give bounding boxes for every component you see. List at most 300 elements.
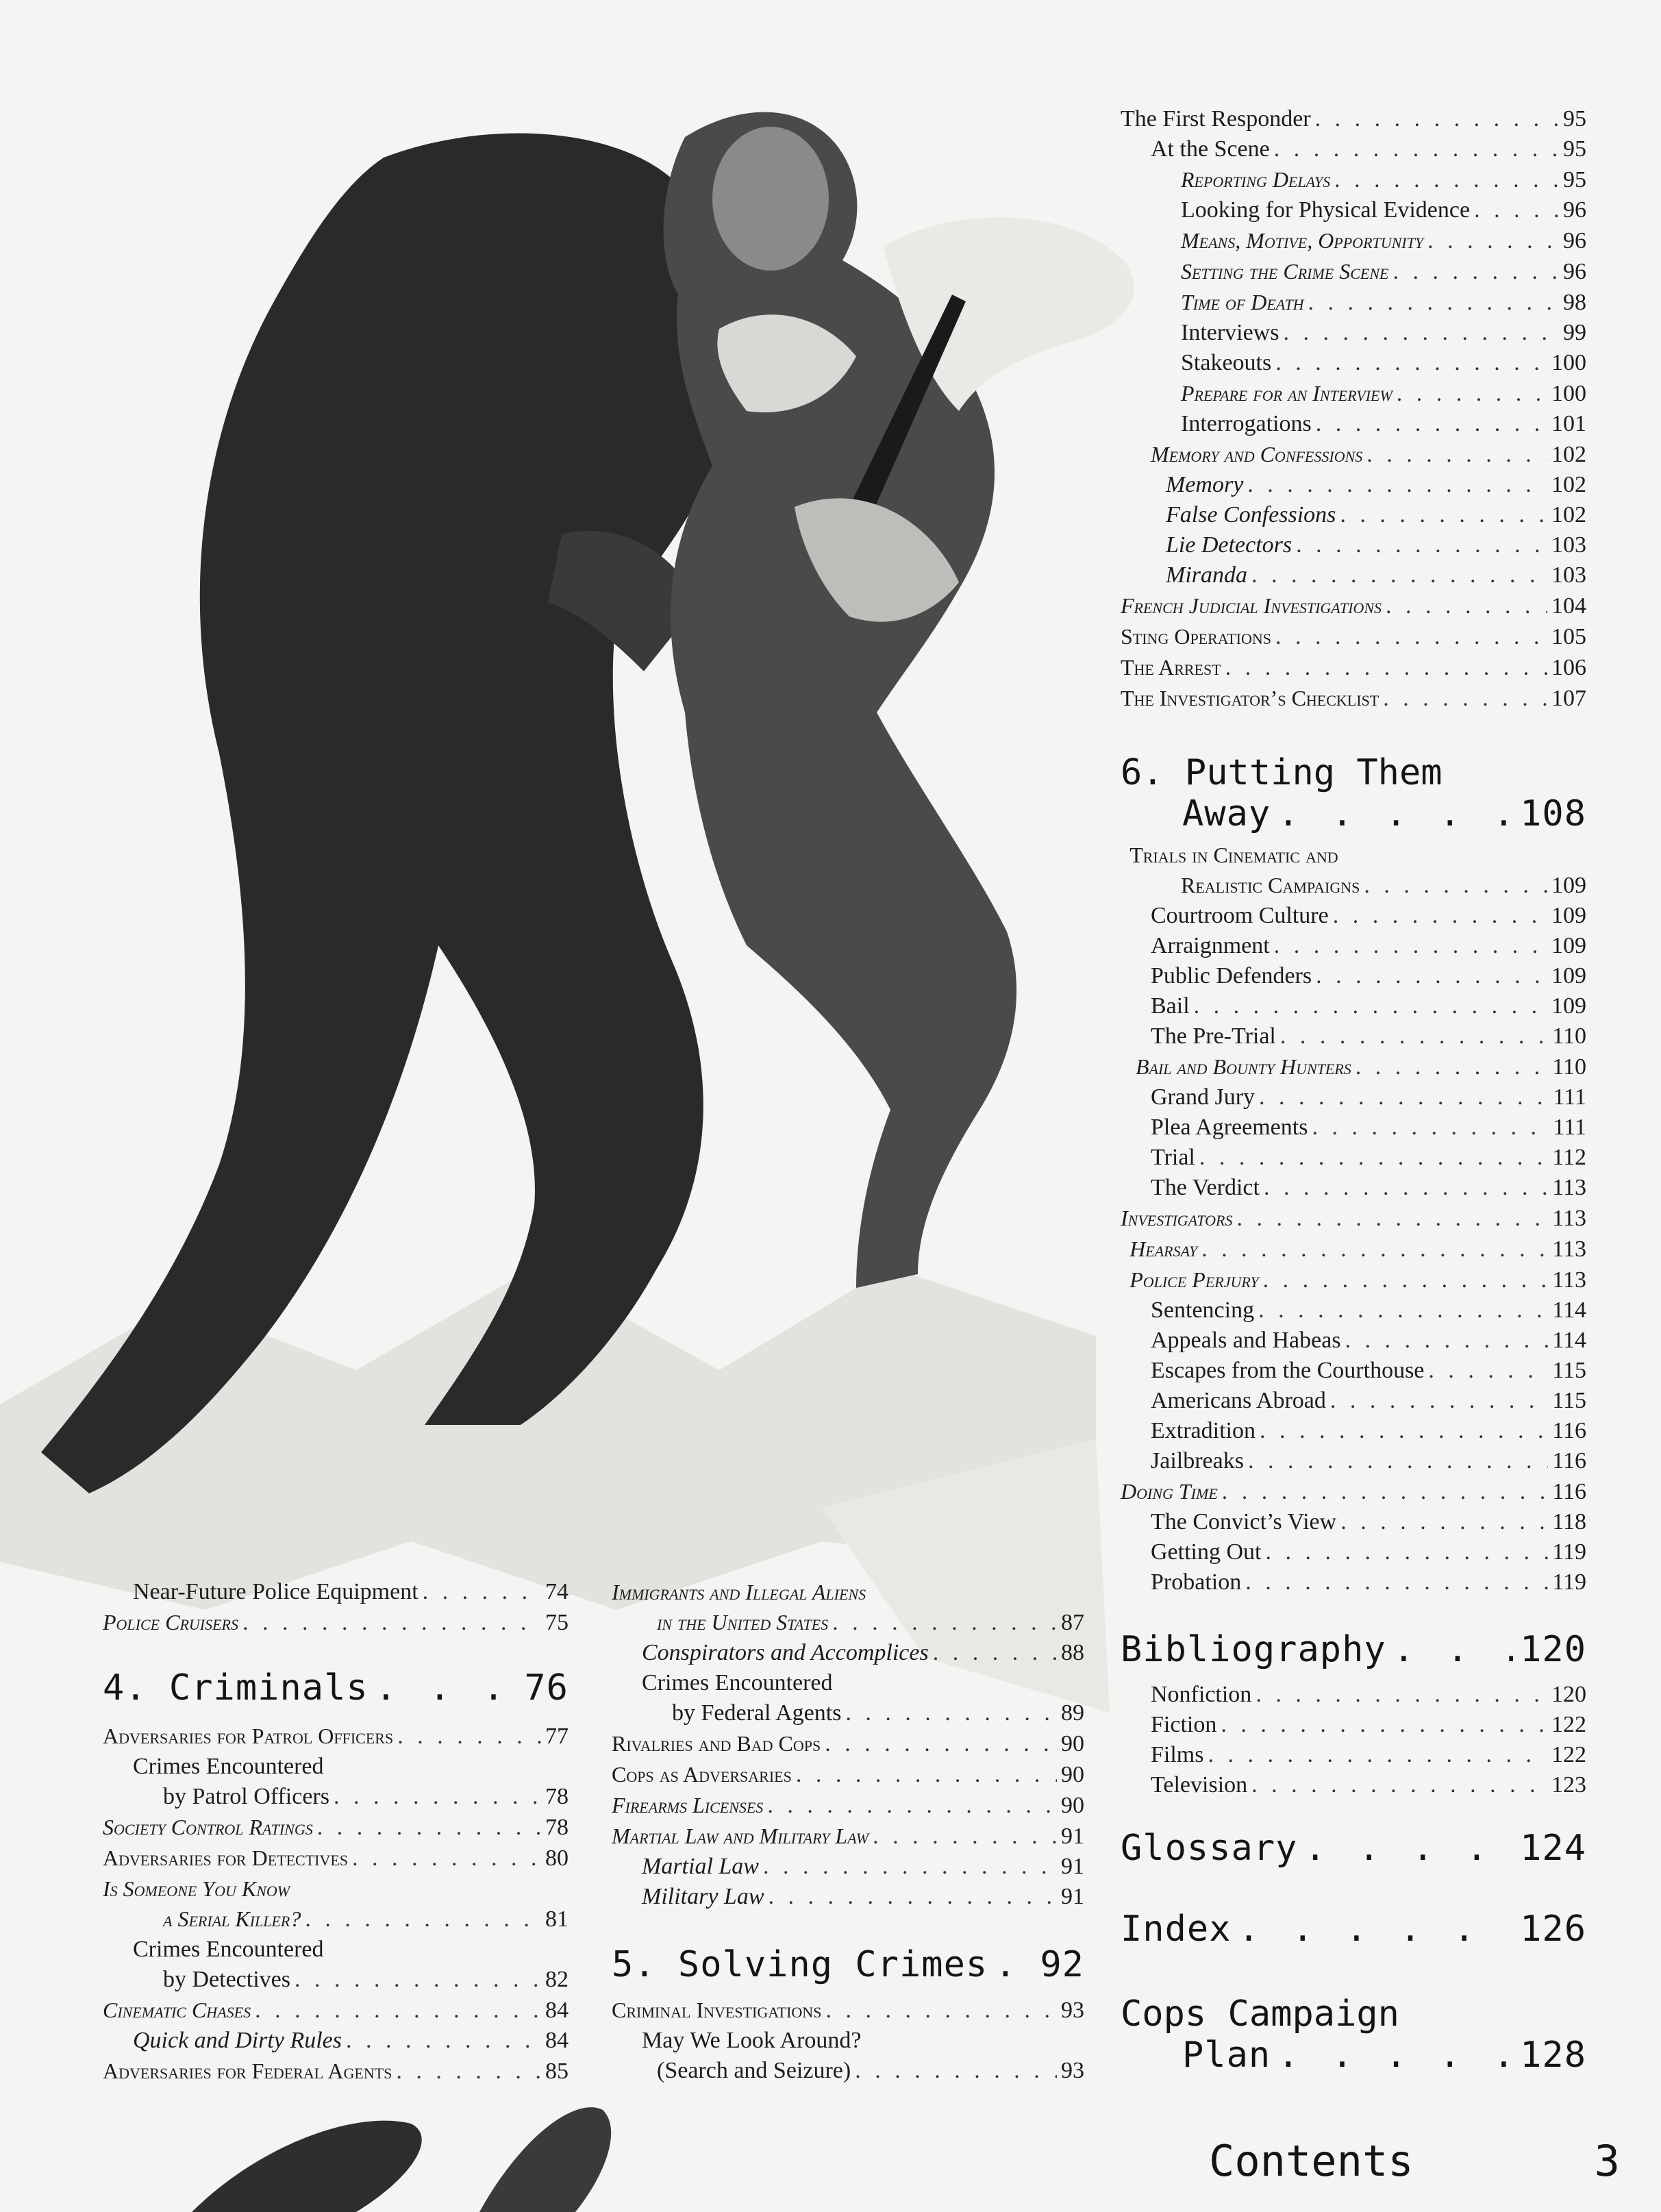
toc-entry-page: 87 [1061,1610,1084,1635]
toc-entry-page: 84 [545,1998,569,2023]
leader-dots [1199,1143,1548,1173]
toc-entry-title: Adversaries for Patrol Officers [103,1724,394,1748]
toc-entry-title: Bail [1151,993,1190,1019]
toc-entry-page: 109 [1551,873,1586,898]
toc-entry-title: Getting Out [1151,1539,1262,1565]
toc-column-top-right [1121,104,1586,714]
toc-entry[interactable] [1121,134,1586,164]
leader-dots [1340,500,1547,530]
toc-entry-title: Plea Agreements [1151,1115,1308,1140]
toc-entry-title: Military Law [642,1884,764,1909]
leader-dots [1397,379,1547,409]
toc-entry-page: 110 [1552,1023,1586,1049]
chapter-6-title-line2: Away [1182,793,1271,834]
toc-entry-page: 119 [1552,1569,1586,1595]
leader-dots [1296,530,1547,560]
toc-entry-page: 111 [1553,1084,1586,1110]
toc-entry-page: 91 [1061,1854,1084,1879]
toc-entry[interactable] [612,1728,1084,1759]
toc-entry-page: 113 [1552,1237,1586,1262]
toc-entry-page: 120 [1551,1682,1586,1707]
leader-dots [295,1965,541,1995]
leader-dots [1334,165,1559,195]
toc-entry-title: Crimes Encountered [133,1754,324,1779]
footer-label: Contents [1209,2136,1414,2186]
leader-dots [1386,591,1547,621]
toc-entry-title: by Detectives [163,1967,290,1992]
leader-dots [1265,1537,1548,1567]
toc-entry[interactable] [103,1935,569,1965]
toc-entry[interactable] [1121,1476,1586,1507]
toc-entry[interactable] [1121,591,1586,621]
campaign-heading[interactable] [1121,1993,1586,2076]
toc-entry[interactable] [1121,348,1586,378]
bibliography-heading[interactable] [1121,1629,1586,1670]
toc-entry-title: Interrogations [1181,411,1312,436]
toc-entry[interactable] [1121,1416,1586,1446]
toc-entry-page: 106 [1551,655,1586,680]
leader-dots [1222,1477,1548,1507]
toc-entry-page: 115 [1552,1358,1586,1383]
chapter-6-heading[interactable] [1121,752,1586,834]
toc-entry[interactable] [612,1759,1084,1790]
toc-entry[interactable] [612,1698,1084,1728]
toc-entry-title: French Judicial Investigations [1121,593,1382,618]
toc-entry-title: Miranda [1166,562,1247,588]
leader-dots [1251,1770,1547,1800]
toc-entry[interactable] [1121,1052,1586,1082]
toc-entry[interactable] [1121,1113,1586,1143]
toc-entry-title: Grand Jury [1151,1084,1256,1110]
toc-entry[interactable] [1121,1710,1586,1740]
toc-entry-page: 90 [1061,1762,1084,1787]
toc-entry-page: 103 [1551,562,1586,588]
toc-entry-title: Crimes Encountered [133,1937,324,1962]
leader-dots [1201,1234,1548,1265]
leader-dots [845,1698,1057,1728]
campaign-page: 128 [1520,2035,1586,2076]
campaign-title-line1: Cops Campaign [1121,1993,1399,2035]
toc-entry[interactable] [612,1821,1084,1852]
toc-entry-title: False Confessions [1166,502,1336,527]
leader-dots [1333,901,1547,931]
toc-entry-title: Society Control Ratings [103,1815,313,1839]
toc-entry-page: 77 [545,1724,569,1749]
toc-entry-title: by Patrol Officers [163,1784,329,1809]
toc-entry[interactable] [1121,1537,1586,1567]
toc-entry-title: May We Look Around? [642,2028,862,2053]
toc-entry[interactable] [103,1577,569,1607]
toc-entry[interactable] [1121,104,1586,134]
toc-entry-page: 113 [1552,1206,1586,1231]
toc-entry[interactable] [612,2056,1084,2086]
toc-entry-title: in the United States [657,1610,829,1635]
toc-column-chapter-4 [103,1721,569,2087]
toc-entry[interactable] [1121,1507,1586,1537]
toc-entry-title: Looking for Physical Evidence [1181,197,1471,223]
toc-entry-page: 100 [1551,350,1586,375]
toc-entry-title: Adversaries for Detectives [103,1846,349,1870]
index-page: 126 [1520,1909,1586,1950]
toc-entry[interactable] [1121,1446,1586,1476]
toc-entry-page: 109 [1551,993,1586,1019]
toc-entry-page: 99 [1563,320,1586,345]
toc-entry-title: Nonfiction [1151,1682,1252,1707]
leader-dots [1274,931,1547,961]
leader-dots [334,1782,541,1812]
leader-dots [1248,1446,1548,1476]
leader-dots [1340,1507,1548,1537]
toc-entry-page: 89 [1061,1700,1084,1726]
leader-dots [1427,226,1559,256]
toc-entry[interactable] [1121,164,1586,195]
toc-entry-title: Immigrants and Illegal Aliens [612,1580,866,1604]
page-footer [1209,2136,1620,2186]
toc-entry[interactable] [612,2026,1084,2056]
toc-entry[interactable] [1121,378,1586,409]
toc-entry-title: Jailbreaks [1151,1448,1244,1474]
toc-entry-title: Memory [1166,472,1244,497]
toc-entry-title: Criminal Investigations [612,1998,822,2022]
leader-dots [1280,1021,1548,1052]
leader-dots [769,1882,1057,1912]
toc-entry[interactable] [1121,901,1586,931]
leader-dots [1208,1740,1547,1770]
leader-dots [1393,257,1559,287]
toc-entry[interactable] [1121,1326,1586,1356]
toc-entry[interactable] [612,1668,1084,1698]
leader-dots [873,1822,1057,1852]
leader-dots [1247,470,1547,500]
toc-entry-page: 93 [1061,2058,1084,2083]
toc-entry[interactable] [1121,1386,1586,1416]
toc-entry-title: Crimes Encountered [642,1670,833,1695]
leader-dots [855,2056,1057,2086]
toc-entry-title: Reporting Delays [1181,167,1331,192]
glossary-heading[interactable] [1121,1828,1586,1869]
toc-entry-title: Firearms Licenses [612,1793,764,1817]
toc-entry[interactable] [103,1995,569,2026]
toc-entry-page: 81 [545,1906,569,1932]
leader-dots [933,1638,1057,1668]
toc-entry-page: 122 [1551,1712,1586,1737]
index-heading[interactable] [1121,1909,1586,1950]
footer-page-number: 3 [1594,2136,1620,2186]
toc-entry-page: 78 [545,1815,569,1840]
toc-entry-title: Television [1151,1772,1248,1798]
toc-entry-title: Quick and Dirty Rules [133,2028,342,2053]
toc-entry[interactable] [1121,931,1586,961]
toc-entry[interactable] [612,1882,1084,1912]
toc-entry[interactable] [1121,530,1586,560]
toc-entry-title: Martial Law [642,1854,759,1879]
toc-entry-title: Public Defenders [1151,963,1312,989]
toc-entry-title: The Arrest [1121,655,1221,680]
leader-dots [1275,622,1547,652]
leader-dots [1259,1082,1549,1113]
toc-entry-page: 118 [1552,1509,1586,1534]
toc-entry[interactable] [1121,470,1586,500]
index-title: Index [1121,1909,1232,1950]
leader-dots [397,1722,541,1752]
glossary-page: 124 [1520,1828,1586,1869]
toc-entry[interactable] [103,1752,569,1782]
toc-entry[interactable] [1121,500,1586,530]
toc-entry-title: Cops as Adversaries [612,1762,792,1787]
toc-entry-title: Near-Future Police Equipment [133,1579,419,1604]
toc-column-bibliography [1121,1680,1586,1800]
toc-entry-title: Trials in Cinematic and [1129,843,1338,867]
toc-entry-title: Police Perjury [1129,1267,1259,1292]
toc-entry-page: 111 [1553,1115,1586,1140]
toc-entry[interactable] [612,1607,1084,1638]
toc-entry-page: 84 [545,2028,569,2053]
toc-entry-page: 116 [1552,1448,1586,1474]
toc-column-middle [612,1577,1084,1912]
toc-entry[interactable] [1121,1740,1586,1770]
toc-entry-title: Probation [1151,1569,1242,1595]
toc-entry-title: Adversaries for Federal Agents [103,2059,392,2083]
toc-entry-title: Sentencing [1151,1297,1255,1323]
toc-entry[interactable] [1121,1356,1586,1386]
toc-entry[interactable] [103,1782,569,1812]
toc-entry-title: Sting Operations [1121,624,1272,649]
toc-entry[interactable] [103,1721,569,1752]
leader-dots [346,2026,541,2056]
leader-dots [1236,1204,1548,1234]
leader-dots [1315,104,1559,134]
toc-entry-page: 90 [1061,1731,1084,1756]
toc-entry-title: Arraignment [1151,933,1270,958]
chapter-6-page: 108 [1520,793,1586,834]
leader-dots [1308,288,1559,318]
toc-entry-page: 110 [1552,1054,1586,1080]
toc-entry[interactable] [1121,991,1586,1021]
toc-entry[interactable] [103,1607,569,1638]
toc-entry[interactable] [612,1852,1084,1882]
toc-entry[interactable] [103,1874,569,1904]
toc-entry-title: Cinematic Chases [103,1998,251,2022]
toc-column-left-top [103,1577,569,1638]
toc-entry[interactable] [1121,439,1586,470]
leader-dots [242,1608,541,1638]
leader-dots [1251,560,1547,591]
toc-entry-page: 85 [545,2059,569,2084]
toc-entry[interactable] [1121,961,1586,991]
toc-entry-page: 115 [1552,1388,1586,1413]
toc-entry-title: by Federal Agents [672,1700,842,1726]
leader-dots [1256,1680,1547,1710]
toc-entry[interactable] [1121,1143,1586,1173]
toc-entry-title: Courtroom Culture [1151,903,1329,928]
toc-column-chapter-6 [1121,840,1586,1598]
toc-entry-page: 109 [1551,903,1586,928]
leader-dots [763,1852,1057,1882]
toc-entry[interactable] [1121,1082,1586,1113]
leader-dots [767,1791,1057,1821]
toc-entry-title: The Investigator’s Checklist [1121,686,1379,710]
toc-entry[interactable] [1121,870,1586,901]
toc-entry-title: a Serial Killer? [163,1906,301,1931]
toc-entry-page: 102 [1551,442,1586,467]
toc-entry-page: 105 [1551,624,1586,649]
leader-dots [1364,871,1547,901]
toc-entry-title: Interviews [1181,320,1279,345]
leader-dots [423,1577,541,1607]
toc-entry-title: Prepare for an Interview [1181,381,1393,406]
toc-entry[interactable] [1121,621,1586,652]
toc-entry-page: 107 [1551,686,1586,711]
toc-entry-page: 93 [1061,1998,1084,2023]
bibliography-title: Bibliography [1121,1629,1386,1670]
toc-entry[interactable] [103,1904,569,1935]
leader-dots [1221,1710,1547,1740]
toc-entry[interactable] [1121,1173,1586,1203]
chapter-4-heading[interactable] [103,1667,569,1708]
toc-entry-title: (Search and Seizure) [657,2058,851,2083]
toc-entry[interactable] [1121,683,1586,714]
toc-entry-title: Rivalries and Bad Cops [612,1731,821,1756]
toc-entry-title: Police Cruisers [103,1610,238,1635]
leader-dots [255,1996,541,2026]
toc-entry[interactable] [1121,1295,1586,1326]
toc-entry-title: Doing Time [1121,1479,1218,1504]
toc-entry[interactable] [1121,652,1586,683]
toc-entry-title: Stakeouts [1181,350,1272,375]
toc-entry-title: The Verdict [1151,1175,1260,1200]
toc-entry-title: Means, Motive, Opportunity [1181,228,1424,253]
toc-entry[interactable] [103,2056,569,2087]
toc-entry[interactable] [612,1577,1084,1607]
toc-entry-page: 91 [1061,1824,1084,1849]
toc-entry[interactable] [1121,1680,1586,1710]
toc-entry[interactable] [612,1638,1084,1668]
toc-entry-page: 96 [1563,228,1586,253]
toc-entry-page: 103 [1551,532,1586,558]
toc-entry-title: At the Scene [1151,136,1270,162]
toc-entry-title: Conspirators and Accomplices [642,1640,929,1665]
leader-dots [825,1996,1057,2026]
toc-entry-page: 116 [1552,1418,1586,1443]
toc-entry-page: 113 [1552,1267,1586,1293]
toc-entry-page: 78 [545,1784,569,1809]
toc-entry[interactable] [1121,1203,1586,1234]
toc-entry-title: The Pre-Trial [1151,1023,1276,1049]
toc-entry-page: 90 [1061,1793,1084,1818]
toc-entry-page: 100 [1551,381,1586,406]
toc-entry-page: 74 [545,1579,569,1604]
leader-dots [1383,684,1547,714]
toc-entry[interactable] [1121,225,1586,256]
toc-column-chapter-5 [612,1995,1084,2086]
leader-dots [796,1760,1057,1790]
campaign-title-line2: Plan [1182,2035,1271,2076]
toc-entry-page: 96 [1563,197,1586,223]
toc-entry[interactable] [1121,256,1586,287]
leader-dots [1225,653,1547,683]
bibliography-page: 120 [1520,1629,1586,1670]
toc-entry-page: 95 [1563,106,1586,132]
toc-entry-page: 109 [1551,963,1586,989]
toc-entry-page: 109 [1551,933,1586,958]
leader-dots [825,1729,1057,1759]
toc-entry-page: 82 [545,1967,569,1992]
toc-entry-title: Hearsay [1129,1237,1198,1261]
toc-entry[interactable] [1121,560,1586,591]
leader-dots [1260,1416,1548,1446]
toc-entry-title: Trial [1151,1145,1195,1170]
toc-entry-title: Investigators [1121,1206,1233,1230]
toc-entry[interactable] [1121,1234,1586,1265]
toc-entry-page: 75 [545,1610,569,1635]
chapter-4-page: 76 [524,1667,569,1708]
leader-dots [1428,1356,1548,1386]
toc-entry-title: Realistic Campaigns [1181,873,1360,897]
toc-entry-page: 96 [1563,259,1586,284]
chapter-5-heading[interactable] [612,1944,1084,1985]
toc-entry[interactable] [1121,1021,1586,1052]
toc-entry-page: 98 [1563,290,1586,315]
toc-entry-page: 123 [1551,1772,1586,1798]
leader-dots [832,1608,1057,1638]
toc-entry-title: Escapes from the Courthouse [1151,1358,1425,1383]
toc-entry[interactable] [1121,1567,1586,1598]
toc-entry-page: 113 [1552,1175,1586,1200]
toc-entry[interactable] [103,1812,569,1843]
toc-entry[interactable] [1121,195,1586,225]
toc-entry[interactable] [1121,1265,1586,1295]
toc-entry[interactable] [103,2026,569,2056]
glossary-title: Glossary [1121,1828,1298,1869]
leader-dots [1316,409,1547,439]
toc-entry[interactable] [1121,318,1586,348]
leader-dots [1284,318,1559,348]
toc-entry[interactable] [1121,1770,1586,1800]
toc-entry[interactable] [612,1790,1084,1821]
toc-entry-title: Setting the Crime Scene [1181,259,1389,284]
leader-dots [1194,991,1547,1021]
toc-entry-title: Films [1151,1742,1204,1767]
leader-dots [1312,1113,1549,1143]
leader-dots [1474,195,1559,225]
toc-entry[interactable] [1121,409,1586,439]
chapter-5-page: 92 [1040,1944,1084,1985]
leader-dots [305,1904,541,1935]
toc-entry-title: Time of Death [1181,290,1304,314]
leader-dots [1263,1265,1549,1295]
toc-entry-page: 95 [1563,167,1586,192]
leader-dots [1330,1386,1548,1416]
leader-dots [1316,961,1547,991]
toc-entry-page: 112 [1552,1145,1586,1170]
toc-entry-page: 119 [1552,1539,1586,1565]
leader-dots [1274,134,1559,164]
toc-entry[interactable] [103,1843,569,1874]
toc-entry[interactable] [1121,840,1586,870]
toc-entry[interactable] [103,1965,569,1995]
chapter-5-title: 5. Solving Crimes [612,1944,988,1985]
toc-entry-page: 116 [1552,1479,1586,1504]
toc-entry[interactable] [1121,287,1586,318]
leader-dots [1345,1326,1549,1356]
toc-entry-title: Extradition [1151,1418,1256,1443]
toc-entry[interactable] [612,1995,1084,2026]
toc-entry-page: 91 [1061,1884,1084,1909]
toc-entry-title: Memory and Confessions [1151,442,1363,467]
toc-entry-title: Appeals and Habeas [1151,1328,1341,1353]
toc-entry-page: 95 [1563,136,1586,162]
leader-dots [1245,1567,1548,1598]
